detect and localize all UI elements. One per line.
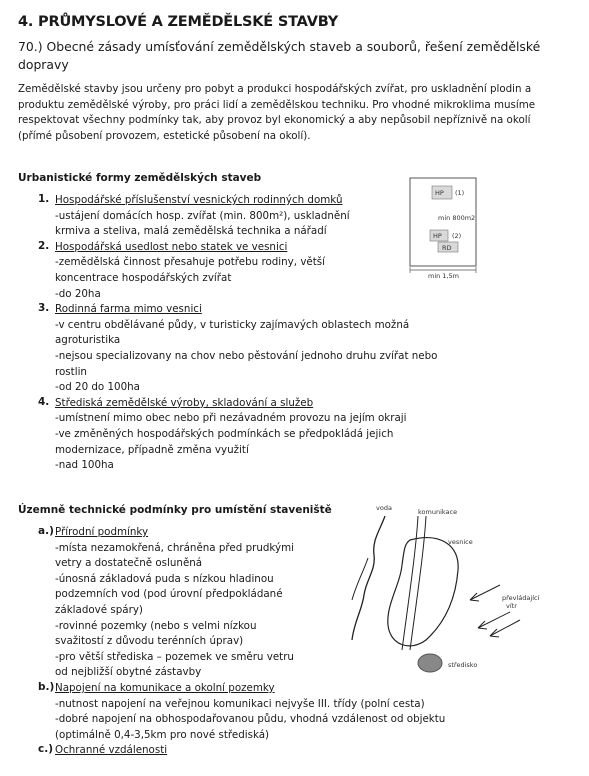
list-item-title: Hospodářská usedlost nebo statek ve vesnici	[55, 240, 288, 253]
vitr-label-1: převládající	[502, 594, 540, 602]
list-number: 2.	[38, 239, 50, 252]
list-item-title: Rodinná farma mimo vesnici	[55, 303, 202, 316]
hp1-label: HP	[435, 189, 444, 197]
list-item-line: koncentrace hospodářských zvířat	[55, 272, 232, 284]
list-item-line: -pro větší střediska – pozemek ve směru vetru	[55, 650, 294, 663]
list-item-line: -nutnost napojení na veřejnou komunikaci nejvyše III. třídy (polní cesta)	[55, 697, 425, 710]
list-item-line: svažitostí z důvodu terénních úprav)	[55, 635, 244, 648]
list-item-line: vetry a dostatečně osluněná	[55, 557, 203, 570]
section2-title: Územně technické podmínky pro umístění staveniště	[18, 504, 332, 516]
plot-diagram	[408, 176, 480, 280]
section1-title: Urbanistické formy zemědělských staveb	[18, 172, 262, 184]
list-item-line: -rovinné pozemky (nebo s velmi nízkou	[55, 619, 257, 632]
list-item-line: od nejbližší obytné zástavby	[55, 666, 202, 679]
list-number: a.)	[38, 525, 54, 537]
list-item-line: -ve změněných hospodářských podmínkách se předpokládá jejich	[55, 428, 394, 440]
list-item-line: -do 20ha	[55, 287, 101, 300]
stredisko-label: středisko	[448, 661, 478, 669]
list-item-line: -nad 100ha	[55, 459, 114, 472]
list-number: c.)	[38, 743, 54, 756]
page-heading: 4. PRŮMYSLOVÉ A ZEMĚDĚLSKÉ STAVBY	[18, 14, 339, 30]
hp2-label: HP	[433, 232, 442, 240]
list-item-line: základové spáry)	[55, 604, 143, 616]
list-item-title: Střediská zemědělské výroby, skladování a služeb	[55, 396, 314, 409]
list-item-line: (optimálně 0,4-3,5km pro nové střediská)	[55, 728, 270, 741]
list-item-title: Přírodní podmínky	[55, 526, 149, 538]
width-label: min 1,5m	[428, 272, 459, 280]
list-item-line: -nejsou specializovany na chov nebo pěstování jednoho druhu zvířat nebo	[55, 350, 438, 362]
intro-paragraph: Zemědělské stavby jsou určeny pro pobyt a produkci hospodářských zvířat, pro uskladnění plodin a produktu zemědělské výroby, pro práci lidí a zemědělskou techniku. Pro vhodné mikroklima musíme respektovat všechny podmínky tak, aby provoz byl ekonomický a aby nepůsobil nepříznivě na okolí (přímé působení provozem, estetické působení na okolí).	[18, 83, 536, 142]
list-item-line: krmiva a steliva, malá zemědělská technika a nářadí	[55, 225, 327, 238]
voda-label: voda	[376, 504, 392, 512]
list-item-title: Ochranné vzdálenosti	[55, 744, 168, 757]
site-diagram	[330, 500, 580, 680]
list-number: 1.	[38, 193, 50, 205]
area-label: min 800m2	[438, 214, 476, 222]
list-item-line: -místa nezamokřená, chráněna před prudkými	[55, 541, 294, 554]
list-item-line: podzemních vod (pod úrovní předpokládané	[55, 588, 283, 601]
vesnice-label: vesnice	[448, 538, 473, 546]
vitr-label-2: vítr	[506, 602, 517, 610]
list-item-line: modernizace, případně změna využití	[55, 443, 249, 456]
list-item-line: -únosná základová puda s nízkou hladinou	[55, 572, 274, 585]
n1-label: (1)	[455, 189, 465, 197]
list-number: 3.	[38, 302, 50, 315]
list-item-line: agroturistika	[55, 334, 121, 347]
list-item-line: -umístnení mimo obec nebo při nezávadném provozu na jejím okraji	[55, 412, 407, 425]
list-item-title: Napojení na komunikace a okolní pozemky	[55, 682, 275, 694]
komunikace-label: komunikace	[418, 508, 458, 516]
list-item-line: -od 20 do 100ha	[55, 381, 140, 394]
list-number: 4.	[38, 395, 50, 408]
list-item-line: rostlin	[55, 365, 87, 378]
list-item-title: Hospodářské příslušenství vesnických rodinných domků	[55, 194, 343, 206]
subheading: 70.) Obecné zásady umísťování zemědělských staveb a souborů, řešení zemědělské dopravy	[18, 39, 541, 72]
list-item-line: -ustájení domácích hosp. zvířat (min. 800m²), uskladnění	[55, 209, 350, 222]
n2-label: (2)	[452, 232, 462, 240]
list-item-line: -zemědělská činnost přesahuje potřebu rodiny, větší	[55, 256, 326, 269]
rd-label: RD	[442, 244, 452, 252]
list-number: b.)	[38, 681, 55, 693]
list-item-line: -dobré napojení na obhospodařovanou půdu, vhodná vzdálenost od objektu	[55, 713, 446, 726]
list-item-line: -v centru obdělávané půdy, v turisticky zajímavých oblastech možná	[55, 318, 410, 331]
